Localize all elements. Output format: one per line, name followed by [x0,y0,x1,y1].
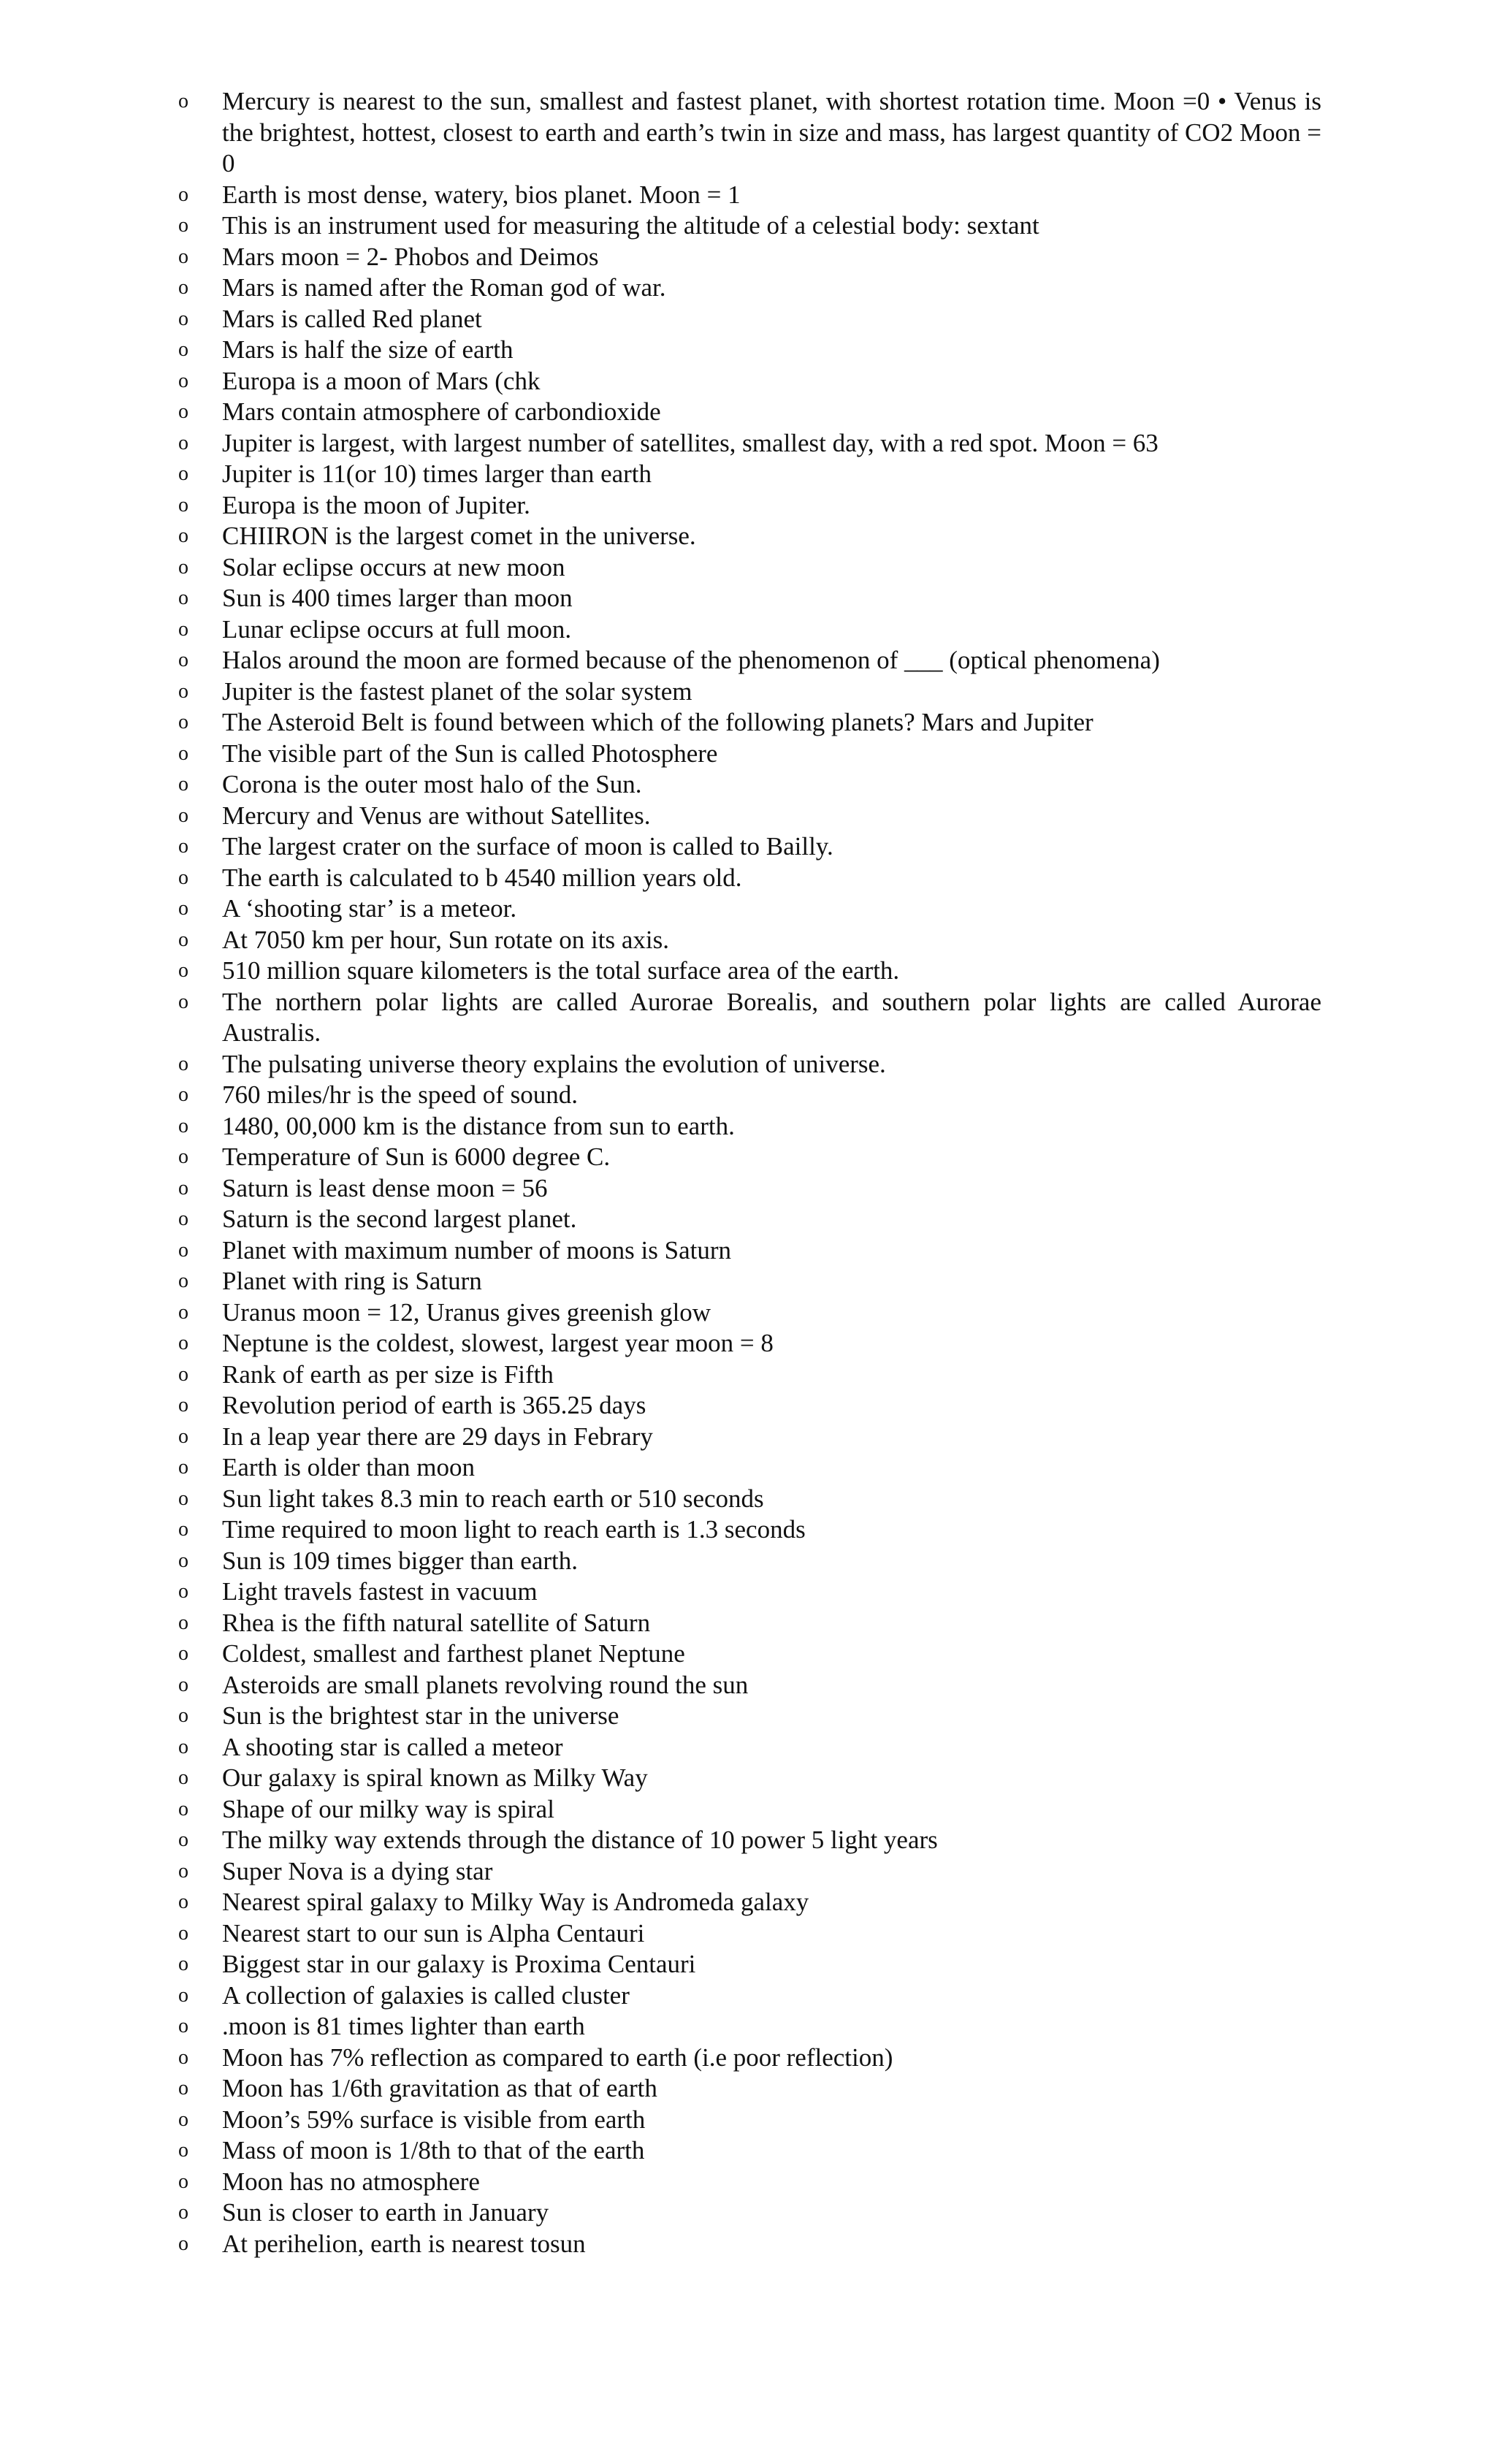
list-item [178,769,1321,801]
fact-text: A ‘shooting star’ is a meteor. [222,894,517,923]
hollow-bullet-icon: o [178,1424,188,1448]
list-item [178,1794,1321,1826]
fact-text: Europa is the moon of Jupiter. [222,490,530,519]
hollow-bullet-icon: o [178,214,188,237]
fact-text: Jupiter is 11(or 10) times larger than earth [222,459,652,488]
hollow-bullet-icon: o [178,1332,188,1354]
list-item [178,1670,1321,1701]
list-item [178,2073,1321,2105]
hollow-bullet-icon: o [178,2201,188,2224]
hollow-bullet-icon: o [178,1859,188,1883]
list-item [178,86,1321,180]
fact-text: Biggest star in our galaxy is Proxima Centauri [222,1950,696,1978]
list-item [178,1484,1321,1515]
fact-text: Earth is older than moon [222,1453,476,1481]
list-item [178,956,1321,987]
hollow-bullet-icon: o [178,1611,188,1634]
hollow-bullet-icon: o [178,1921,188,1945]
fact-text: Jupiter is the fastest planet of the solar system [222,676,692,706]
list-item [178,1390,1321,1422]
fact-text: Moon’s 59% surface is visible from earth [222,2105,646,2134]
list-item [178,1266,1321,1297]
hollow-bullet-icon: o [178,1052,188,1075]
fact-text: Mercury is nearest to the sun, smallest and fastest planet, with shortest rotation time. Moon =0 • Venus is the brightest, hottest, closest to earth and earth’s twin in size and mass, has largest quantity of CO2 Moon = 0 [222,87,1321,178]
fact-text: Our galaxy is spiral known as Milky Way [222,1763,648,1792]
fact-text: At perihelion, earth is nearest tosun [222,2229,586,2258]
list-item [178,1514,1321,1546]
fact-text: Sun is the brightest star in the universe [222,1701,619,1730]
hollow-bullet-icon: o [178,1238,188,1262]
list-item [178,1422,1321,1453]
hollow-bullet-icon: o [178,835,188,858]
fact-text: Moon has no atmosphere [222,2167,480,2196]
list-item [178,210,1321,242]
hollow-bullet-icon: o [178,990,188,1013]
fact-text: Uranus moon = 12, Uranus gives greenish glow [222,1297,711,1327]
list-item [178,1701,1321,1732]
fact-text: The milky way extends through the distance of 10 power 5 light years [222,1826,938,1854]
list-item [178,428,1321,459]
hollow-bullet-icon: o [178,2077,188,2099]
fact-text: 510 million square kilometers is the total surface area of the earth. [222,956,900,985]
fact-text: Mass of moon is 1/8th to that of the earth [222,2136,645,2164]
fact-text: Rank of earth as per size is Fifth [222,1359,554,1389]
hollow-bullet-icon: o [178,1642,188,1665]
fact-text: .moon is 81 times lighter than earth [222,2012,585,2040]
hollow-bullet-icon: o [178,804,188,827]
list-item [178,1142,1321,1173]
fact-text: The northern polar lights are called Aurorae Borealis, and southern polar lights are called Aurorae Australis. [222,987,1321,1047]
fact-text: The earth is calculated to b 4540 million years old. [222,863,742,892]
hollow-bullet-icon: o [178,1953,188,1975]
list-item [178,1173,1321,1205]
hollow-bullet-icon: o [178,2139,188,2162]
fact-text: 1480, 00,000 km is the distance from sun to earth. [222,1111,735,1140]
list-item [178,521,1321,552]
hollow-bullet-icon: o [178,741,188,765]
hollow-bullet-icon: o [178,587,188,609]
list-item [178,1856,1321,1888]
fact-text: Nearest start to our sun is Alpha Centauri [222,1918,645,1948]
list-item [178,831,1321,863]
list-item [178,2229,1321,2260]
list-item [178,304,1321,335]
list-item [178,1639,1321,1670]
fact-text: Shape of our milky way is spiral [222,1794,554,1823]
list-item [178,1452,1321,1484]
list-item [178,893,1321,925]
fact-text: Asteroids are small planets revolving round the sun [222,1670,749,1699]
list-item [178,739,1321,770]
fact-text: In a leap year there are 29 days in Febrary [222,1422,653,1451]
fact-text: Mars moon = 2- Phobos and Deimos [222,242,599,271]
hollow-bullet-icon: o [178,2108,188,2131]
hollow-bullet-icon: o [178,369,188,392]
fact-text: Sun is 400 times larger than moon [222,584,573,612]
list-item [178,1949,1321,1980]
list-item [178,1235,1321,1267]
hollow-bullet-icon: o [178,1983,188,2007]
hollow-bullet-icon: o [178,2015,188,2037]
list-item [178,1080,1321,1111]
fact-text: 760 miles/hr is the speed of sound. [222,1080,579,1109]
hollow-bullet-icon: o [178,2045,188,2069]
fact-text: The largest crater on the surface of moon is called to Bailly. [222,832,833,861]
list-item [178,925,1321,956]
fact-text: Planet with ring is Saturn [222,1267,482,1295]
fact-text: Saturn is least dense moon = 56 [222,1173,548,1202]
hollow-bullet-icon: o [178,1704,188,1727]
hollow-bullet-icon: o [178,1083,188,1106]
hollow-bullet-icon: o [178,866,188,889]
fact-text: Planet with maximum number of moons is Saturn [222,1235,732,1265]
hollow-bullet-icon: o [178,555,188,579]
hollow-bullet-icon: o [178,1394,188,1416]
list-item [178,490,1321,522]
fact-text: Time required to moon light to reach earth is 1.3 seconds [222,1515,806,1544]
fact-text: Jupiter is largest, with largest number of satellites, smallest day, with a red spot. Moon = 63 [222,428,1159,457]
fact-text: This is an instrument used for measuring the altitude of a celestial body: sextant [222,211,1039,240]
fact-text: CHIIRON is the largest comet in the universe. [222,522,696,550]
fact-text: Mars is named after the Roman god of war. [222,273,666,302]
hollow-bullet-icon: o [178,1145,188,1168]
hollow-bullet-icon: o [178,245,188,268]
list-item [178,987,1321,1049]
hollow-bullet-icon: o [178,1580,188,1603]
list-item [178,614,1321,646]
hollow-bullet-icon: o [178,462,188,485]
list-item [178,2135,1321,2167]
fact-text: Temperature of Sun is 6000 degree C. [222,1143,611,1171]
hollow-bullet-icon: o [178,183,188,206]
fact-text: Lunar eclipse occurs at full moon. [222,614,572,644]
hollow-bullet-icon: o [178,711,188,733]
list-item [178,1732,1321,1763]
hollow-bullet-icon: o [178,525,188,547]
hollow-bullet-icon: o [178,679,188,703]
list-item [178,645,1321,676]
list-item [178,366,1321,397]
fact-text: Revolution period of earth is 365.25 days [222,1391,646,1419]
fact-text: At 7050 km per hour, Sun rotate on its axis. [222,925,670,954]
hollow-bullet-icon: o [178,400,188,423]
fact-text: Moon has 7% reflection as compared to earth (i.e poor reflection) [222,2042,893,2072]
list-item [178,1049,1321,1080]
fact-text: Mars is half the size of earth [222,335,514,364]
list-item [178,1763,1321,1794]
hollow-bullet-icon: o [178,959,188,982]
hollow-bullet-icon: o [178,1766,188,1789]
list-item [178,180,1321,211]
list-item [178,2042,1321,2074]
fact-text: Moon has 1/6th gravitation as that of earth [222,2074,657,2102]
fact-text: Halos around the moon are formed because of the phenomenon of ___ (optical phenomena) [222,646,1160,674]
fact-text: Light travels fastest in vacuum [222,1577,538,1606]
fact-text: Solar eclipse occurs at new moon [222,552,565,581]
fact-text: The visible part of the Sun is called Photosphere [222,739,718,768]
hollow-bullet-icon: o [178,276,188,299]
hollow-bullet-icon: o [178,1797,188,1820]
list-item [178,707,1321,739]
hollow-bullet-icon: o [178,1891,188,1913]
hollow-bullet-icon: o [178,1208,188,1230]
fact-text: Rhea is the fifth natural satellite of Saturn [222,1608,651,1637]
list-item [178,1546,1321,1577]
list-item [178,242,1321,273]
fact-text: Sun is 109 times bigger than earth. [222,1546,579,1575]
hollow-bullet-icon: o [178,1300,188,1324]
hollow-bullet-icon: o [178,1487,188,1510]
list-item [178,2197,1321,2229]
hollow-bullet-icon: o [178,1518,188,1541]
list-item [178,1825,1321,1856]
fact-text: The pulsating universe theory explains the evolution of universe. [222,1049,886,1078]
list-item [178,1887,1321,1918]
hollow-bullet-icon: o [178,1114,188,1137]
hollow-bullet-icon: o [178,928,188,951]
hollow-bullet-icon: o [178,307,188,330]
fact-text: A collection of galaxies is called cluster [222,1980,630,2010]
list-item [178,1980,1321,2012]
list-item [178,2167,1321,2198]
list-item [178,552,1321,584]
hollow-bullet-icon: o [178,1673,188,1696]
hollow-bullet-icon: o [178,649,188,671]
list-item [178,335,1321,366]
list-item [178,583,1321,614]
list-item [178,272,1321,304]
hollow-bullet-icon: o [178,2170,188,2193]
fact-text: Super Nova is a dying star [222,1856,493,1885]
list-item [178,1359,1321,1391]
list-item [178,1918,1321,1950]
fact-text: Mercury and Venus are without Satellites. [222,801,651,830]
fact-text: Corona is the outer most halo of the Sun. [222,770,642,798]
fact-text: Europa is a moon of Mars (chk [222,366,541,395]
hollow-bullet-icon: o [178,1456,188,1479]
hollow-bullet-icon: o [178,1362,188,1386]
list-item [178,863,1321,894]
hollow-bullet-icon: o [178,1270,188,1292]
hollow-bullet-icon: o [178,1549,188,1572]
hollow-bullet-icon: o [178,773,188,796]
list-item [178,1297,1321,1329]
list-item [178,1111,1321,1143]
hollow-bullet-icon: o [178,2232,188,2255]
list-item [178,1608,1321,1639]
hollow-bullet-icon: o [178,897,188,920]
list-item [178,397,1321,428]
fact-text: Saturn is the second largest planet. [222,1205,577,1233]
fact-list [178,86,1321,2259]
list-item [178,1204,1321,1235]
hollow-bullet-icon: o [178,493,188,516]
hollow-bullet-icon: o [178,617,188,641]
list-item [178,2011,1321,2042]
fact-text: Sun light takes 8.3 min to reach earth or 510 seconds [222,1484,764,1513]
hollow-bullet-icon: o [178,431,188,454]
list-item [178,459,1321,490]
list-item [178,1328,1321,1359]
list-item [178,1576,1321,1608]
fact-text: The Asteroid Belt is found between which of the following planets? Mars and Jupiter [222,708,1094,736]
fact-text: A shooting star is called a meteor [222,1732,563,1761]
hollow-bullet-icon: o [178,90,188,112]
hollow-bullet-icon: o [178,1735,188,1758]
list-item [178,801,1321,832]
fact-text: Neptune is the coldest, slowest, largest year moon = 8 [222,1329,774,1357]
list-item [178,676,1321,708]
list-item [178,2105,1321,2136]
fact-text: Sun is closer to earth in January [222,2198,549,2227]
fact-text: Mars contain atmosphere of carbondioxide [222,397,661,426]
fact-text: Mars is called Red planet [222,304,482,333]
hollow-bullet-icon: o [178,1176,188,1199]
fact-text: Earth is most dense, watery, bios planet. Moon = 1 [222,180,741,209]
fact-text: Nearest spiral galaxy to Milky Way is Andromeda galaxy [222,1888,809,1916]
hollow-bullet-icon: o [178,338,188,361]
hollow-bullet-icon: o [178,1828,188,1851]
fact-text: Coldest, smallest and farthest planet Neptune [222,1639,685,1668]
